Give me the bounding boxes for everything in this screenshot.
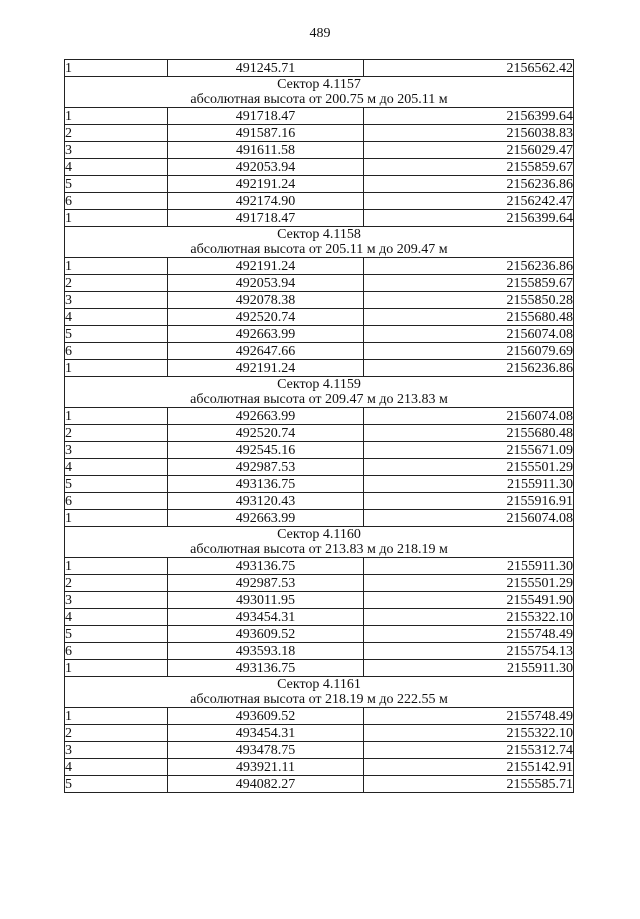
table-row xyxy=(65,742,574,759)
x-coordinate: 492520.74 xyxy=(168,425,364,442)
x-coordinate: 492078.38 xyxy=(168,292,364,309)
table-row xyxy=(65,510,574,527)
page-number: 489 xyxy=(309,26,331,41)
point-number: 3 xyxy=(65,592,168,609)
y-coordinate: 2155911.30 xyxy=(364,660,574,677)
x-coordinate: 492647.66 xyxy=(168,343,364,360)
sector-altitude: абсолютная высота от 213.83 м до 218.19 м xyxy=(190,542,448,557)
point-number: 6 xyxy=(65,643,168,660)
x-coordinate: 492663.99 xyxy=(168,510,364,527)
y-coordinate: 2155671.09 xyxy=(364,442,574,459)
y-coordinate: 2156074.08 xyxy=(364,326,574,343)
point-number: 4 xyxy=(65,759,168,776)
sector-header-row xyxy=(65,227,574,258)
table-row xyxy=(65,759,574,776)
x-coordinate: 492191.24 xyxy=(168,176,364,193)
sector-title: Сектор 4.1158 xyxy=(277,227,361,242)
table-row xyxy=(65,360,574,377)
sector-header xyxy=(65,227,574,258)
table-row xyxy=(65,626,574,643)
x-coordinate: 493921.11 xyxy=(168,759,364,776)
table-row xyxy=(65,459,574,476)
point-number: 2 xyxy=(65,425,168,442)
table-row xyxy=(65,60,574,77)
sector-header xyxy=(65,527,574,558)
x-coordinate: 492545.16 xyxy=(168,442,364,459)
table-row xyxy=(65,159,574,176)
point-number: 1 xyxy=(65,510,168,527)
sector-title: Сектор 4.1159 xyxy=(277,377,361,392)
sector-altitude: абсолютная высота от 205.11 м до 209.47 м xyxy=(190,242,448,257)
point-number: 3 xyxy=(65,442,168,459)
table-row xyxy=(65,292,574,309)
y-coordinate: 2155859.67 xyxy=(364,159,574,176)
sector-title: Сектор 4.1157 xyxy=(277,77,361,92)
x-coordinate: 491611.58 xyxy=(168,142,364,159)
y-coordinate: 2155911.30 xyxy=(364,476,574,493)
sector-header-row xyxy=(65,677,574,708)
y-coordinate: 2156038.83 xyxy=(364,125,574,142)
table-row xyxy=(65,609,574,626)
table-row xyxy=(65,442,574,459)
y-coordinate: 2155312.74 xyxy=(364,742,574,759)
point-number: 1 xyxy=(65,408,168,425)
y-coordinate: 2156029.47 xyxy=(364,142,574,159)
sector-header xyxy=(65,377,574,408)
table-row xyxy=(65,592,574,609)
point-number: 4 xyxy=(65,159,168,176)
x-coordinate: 493454.31 xyxy=(168,609,364,626)
table-row xyxy=(65,776,574,793)
x-coordinate: 491718.47 xyxy=(168,108,364,125)
point-number: 3 xyxy=(65,292,168,309)
x-coordinate: 492191.24 xyxy=(168,360,364,377)
x-coordinate: 492053.94 xyxy=(168,159,364,176)
coordinates-table-body xyxy=(65,60,574,793)
x-coordinate: 491587.16 xyxy=(168,125,364,142)
point-number: 5 xyxy=(65,176,168,193)
x-coordinate: 493136.75 xyxy=(168,660,364,677)
point-number: 2 xyxy=(65,275,168,292)
y-coordinate: 2156236.86 xyxy=(364,360,574,377)
x-coordinate: 493011.95 xyxy=(168,592,364,609)
y-coordinate: 2155859.67 xyxy=(364,275,574,292)
x-coordinate: 492191.24 xyxy=(168,258,364,275)
point-number: 1 xyxy=(65,258,168,275)
point-number: 4 xyxy=(65,309,168,326)
table-row xyxy=(65,258,574,275)
point-number: 6 xyxy=(65,193,168,210)
y-coordinate: 2156074.08 xyxy=(364,510,574,527)
x-coordinate: 492520.74 xyxy=(168,309,364,326)
sector-altitude: абсолютная высота от 209.47 м до 213.83 м xyxy=(190,392,448,407)
sector-header-row xyxy=(65,77,574,108)
x-coordinate: 493454.31 xyxy=(168,725,364,742)
x-coordinate: 492987.53 xyxy=(168,459,364,476)
sector-header xyxy=(65,77,574,108)
x-coordinate: 492663.99 xyxy=(168,408,364,425)
x-coordinate: 493478.75 xyxy=(168,742,364,759)
sector-header-row xyxy=(65,527,574,558)
y-coordinate: 2155911.30 xyxy=(364,558,574,575)
y-coordinate: 2155680.48 xyxy=(364,309,574,326)
point-number: 3 xyxy=(65,742,168,759)
y-coordinate: 2155850.28 xyxy=(364,292,574,309)
x-coordinate: 493136.75 xyxy=(168,476,364,493)
x-coordinate: 492663.99 xyxy=(168,326,364,343)
x-coordinate: 492174.90 xyxy=(168,193,364,210)
table-row xyxy=(65,708,574,725)
coordinates-table xyxy=(64,59,574,793)
table-row xyxy=(65,493,574,510)
y-coordinate: 2155680.48 xyxy=(364,425,574,442)
y-coordinate: 2155501.29 xyxy=(364,575,574,592)
x-coordinate: 491245.71 xyxy=(168,60,364,77)
x-coordinate: 493593.18 xyxy=(168,643,364,660)
table-row xyxy=(65,425,574,442)
sector-header xyxy=(65,677,574,708)
table-row xyxy=(65,343,574,360)
sector-altitude: абсолютная высота от 218.19 м до 222.55 м xyxy=(190,692,448,707)
table-row xyxy=(65,476,574,493)
y-coordinate: 2156399.64 xyxy=(364,108,574,125)
y-coordinate: 2155501.29 xyxy=(364,459,574,476)
point-number: 5 xyxy=(65,776,168,793)
point-number: 1 xyxy=(65,210,168,227)
y-coordinate: 2155322.10 xyxy=(364,609,574,626)
x-coordinate: 494082.27 xyxy=(168,776,364,793)
x-coordinate: 491718.47 xyxy=(168,210,364,227)
y-coordinate: 2155748.49 xyxy=(364,708,574,725)
y-coordinate: 2155142.91 xyxy=(364,759,574,776)
x-coordinate: 493609.52 xyxy=(168,626,364,643)
y-coordinate: 2155585.71 xyxy=(364,776,574,793)
point-number: 1 xyxy=(65,660,168,677)
point-number: 1 xyxy=(65,60,168,77)
y-coordinate: 2156236.86 xyxy=(364,258,574,275)
point-number: 6 xyxy=(65,493,168,510)
table-row xyxy=(65,176,574,193)
table-row xyxy=(65,309,574,326)
point-number: 2 xyxy=(65,725,168,742)
y-coordinate: 2156236.86 xyxy=(364,176,574,193)
point-number: 1 xyxy=(65,360,168,377)
table-row xyxy=(65,558,574,575)
table-row xyxy=(65,575,574,592)
x-coordinate: 493120.43 xyxy=(168,493,364,510)
sector-title: Сектор 4.1161 xyxy=(277,677,361,692)
point-number: 2 xyxy=(65,575,168,592)
point-number: 4 xyxy=(65,459,168,476)
point-number: 5 xyxy=(65,326,168,343)
table-row xyxy=(65,643,574,660)
table-row xyxy=(65,326,574,343)
y-coordinate: 2156074.08 xyxy=(364,408,574,425)
y-coordinate: 2156079.69 xyxy=(364,343,574,360)
table-row xyxy=(65,725,574,742)
point-number: 4 xyxy=(65,609,168,626)
point-number: 5 xyxy=(65,476,168,493)
y-coordinate: 2155916.91 xyxy=(364,493,574,510)
sector-title: Сектор 4.1160 xyxy=(277,527,361,542)
table-row xyxy=(65,660,574,677)
point-number: 6 xyxy=(65,343,168,360)
point-number: 2 xyxy=(65,125,168,142)
y-coordinate: 2155322.10 xyxy=(364,725,574,742)
point-number: 3 xyxy=(65,142,168,159)
x-coordinate: 492053.94 xyxy=(168,275,364,292)
x-coordinate: 492987.53 xyxy=(168,575,364,592)
table-row xyxy=(65,142,574,159)
table-row xyxy=(65,193,574,210)
point-number: 1 xyxy=(65,558,168,575)
y-coordinate: 2156399.64 xyxy=(364,210,574,227)
point-number: 5 xyxy=(65,626,168,643)
y-coordinate: 2155754.13 xyxy=(364,643,574,660)
sector-header-row xyxy=(65,377,574,408)
y-coordinate: 2155491.90 xyxy=(364,592,574,609)
y-coordinate: 2155748.49 xyxy=(364,626,574,643)
x-coordinate: 493136.75 xyxy=(168,558,364,575)
table-row xyxy=(65,408,574,425)
point-number: 1 xyxy=(65,108,168,125)
x-coordinate: 493609.52 xyxy=(168,708,364,725)
point-number: 1 xyxy=(65,708,168,725)
y-coordinate: 2156242.47 xyxy=(364,193,574,210)
table-row xyxy=(65,275,574,292)
sector-altitude: абсолютная высота от 200.75 м до 205.11 м xyxy=(190,92,448,107)
table-row xyxy=(65,125,574,142)
table-row xyxy=(65,210,574,227)
y-coordinate: 2156562.42 xyxy=(364,60,574,77)
table-row xyxy=(65,108,574,125)
